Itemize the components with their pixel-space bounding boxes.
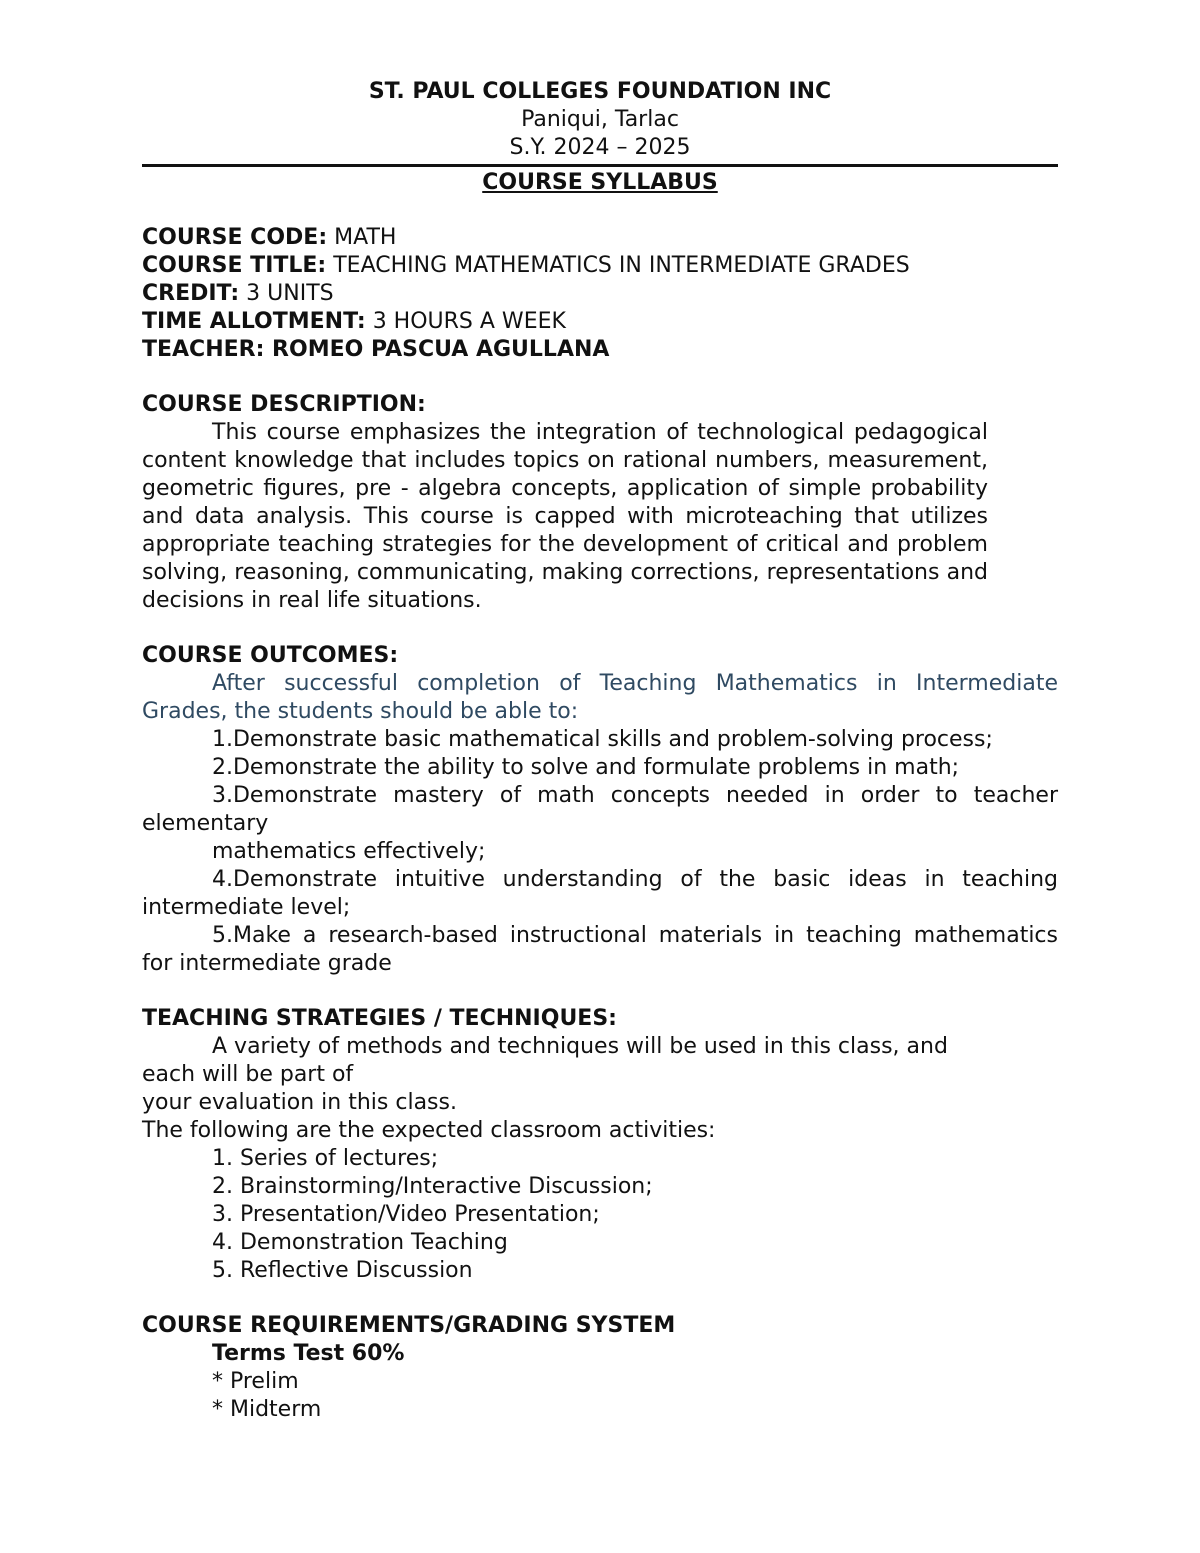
teacher-line: TEACHER: ROMEO PASCUA AGULLANA bbox=[142, 337, 610, 362]
outcome-item-3: 3.Demonstrate mastery of math concepts needed in order to teacher elementary bbox=[142, 783, 1058, 836]
institution-name: ST. PAUL COLLEGES FOUNDATION INC bbox=[368, 79, 832, 104]
outcome-item-2: 2.Demonstrate the ability to solve and formulate problems in math; bbox=[212, 755, 960, 780]
requirement-item: * Prelim bbox=[212, 1369, 299, 1394]
document-title: COURSE SYLLABUS bbox=[482, 170, 718, 195]
strategies-line-3: your evaluation in this class. bbox=[142, 1090, 457, 1115]
outcome-item-5: 5.Make a research-based instructional materials in teaching mathematics for intermediate grade bbox=[142, 923, 1058, 976]
header-divider bbox=[142, 164, 1058, 167]
strategies-line-2: each will be part of bbox=[142, 1062, 354, 1087]
institution-location: Paniqui, Tarlac bbox=[521, 107, 679, 132]
outcome-item-4: 4.Demonstrate intuitive understanding of the basic ideas in teaching intermediate level; bbox=[142, 867, 1058, 920]
credit-label: CREDIT: bbox=[142, 281, 240, 306]
course-code-label: COURSE CODE: bbox=[142, 225, 328, 250]
course-title-value: TEACHING MATHEMATICS IN INTERMEDIATE GRADES bbox=[326, 253, 910, 278]
strategies-heading: TEACHING STRATEGIES / TECHNIQUES: bbox=[142, 1006, 617, 1031]
description-text: This course emphasizes the integration of technological pedagogical content knowledge that includes topics on rational numbers, measurement, geometric figures, pre - algebra concepts, application of simple probability and data analysis. This course is capped with microteaching that utilizes appropriate teaching strategies for the development of critical and problem solving, reasoning, communicating, making corrections, representations and decisions in real life situations. bbox=[142, 420, 988, 613]
school-year: S.Y. 2024 – 2025 bbox=[509, 135, 691, 160]
course-title-label: COURSE TITLE: bbox=[142, 253, 327, 278]
activity-item: 4. Demonstration Teaching bbox=[212, 1230, 508, 1255]
outcome-item-3-continued: mathematics effectively; bbox=[212, 839, 486, 864]
course-title-line bbox=[142, 252, 1058, 280]
strategies-line-1: A variety of methods and techniques will be used in this class, and bbox=[212, 1034, 948, 1059]
activity-item: 5. Reflective Discussion bbox=[212, 1258, 473, 1283]
syllabus-page bbox=[142, 78, 1058, 1424]
outcome-item-1: 1.Demonstrate basic mathematical skills and problem-solving process; bbox=[212, 727, 993, 752]
terms-test-subheading: Terms Test 60% bbox=[212, 1341, 405, 1366]
requirement-item: * Midterm bbox=[212, 1397, 322, 1422]
time-allotment-value: 3 HOURS A WEEK bbox=[365, 309, 566, 334]
time-allotment-line bbox=[142, 308, 1058, 336]
course-code-line bbox=[142, 224, 1058, 252]
requirements-heading: COURSE REQUIREMENTS/GRADING SYSTEM bbox=[142, 1313, 676, 1338]
outcomes-intro: After successful completion of Teaching Mathematics in Intermediate Grades, the students should be able to: bbox=[142, 671, 1058, 724]
course-code-value: MATH bbox=[327, 225, 397, 250]
outcomes-heading: COURSE OUTCOMES: bbox=[142, 643, 399, 668]
credit-value: 3 UNITS bbox=[239, 281, 334, 306]
description-heading: COURSE DESCRIPTION: bbox=[142, 392, 426, 417]
activity-item: 1. Series of lectures; bbox=[212, 1146, 439, 1171]
credit-line bbox=[142, 280, 1058, 308]
activity-item: 3. Presentation/Video Presentation; bbox=[212, 1202, 600, 1227]
strategies-line-4: The following are the expected classroom activities: bbox=[142, 1118, 716, 1143]
time-allotment-label: TIME ALLOTMENT: bbox=[142, 309, 366, 334]
activity-item: 2. Brainstorming/Interactive Discussion; bbox=[212, 1174, 653, 1199]
